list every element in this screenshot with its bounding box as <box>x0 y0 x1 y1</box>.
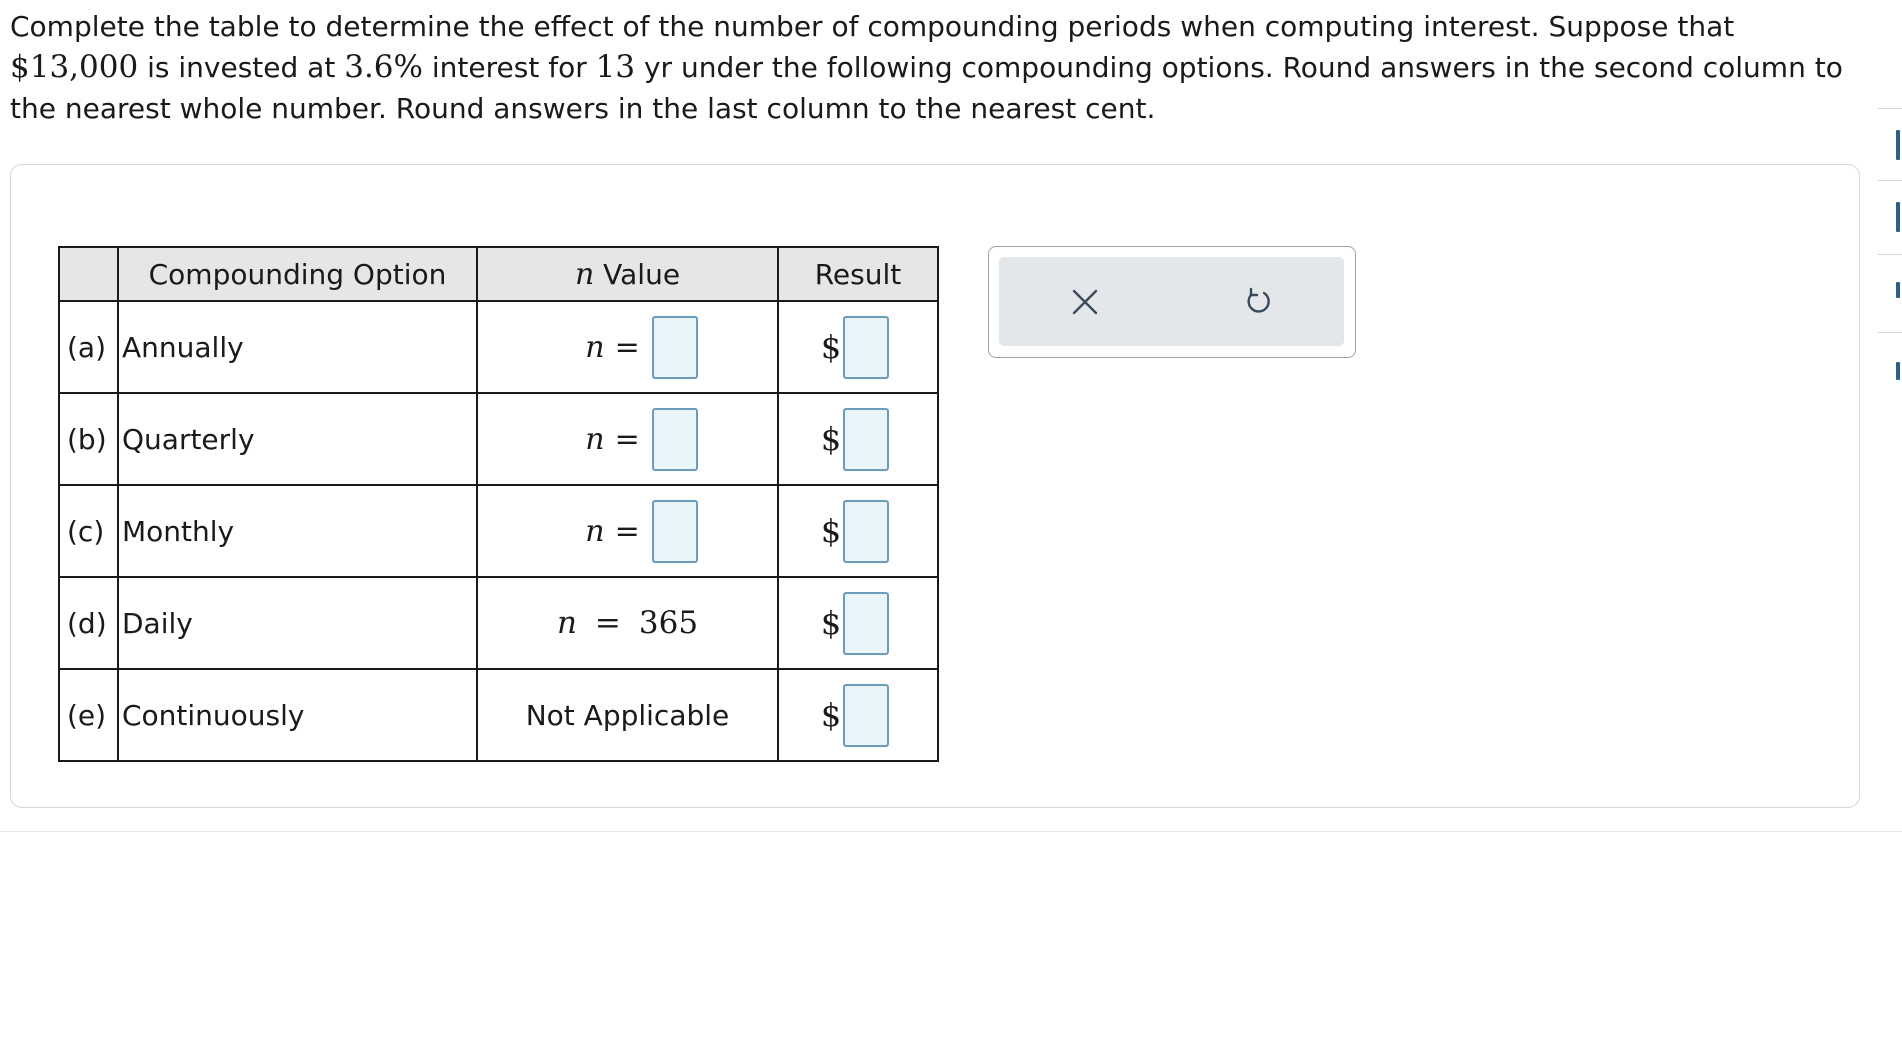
interest-rate: 3.6% <box>344 49 423 85</box>
table-row <box>59 669 938 761</box>
right-side-toolbar <box>1878 30 1902 420</box>
dollar-sign: $ <box>820 328 842 366</box>
undo-icon <box>1242 286 1274 318</box>
question-text: Complete the table to determine the effect of the number of compounding periods when computing interest. Suppose that $13,000 is invested at 3.6% interest for 13 yr under the following compounding options. Round answers in the second column to the nearest whole number. Round answers in the last column to the nearest cent. <box>10 10 1843 125</box>
side-tool-button[interactable] <box>1896 362 1900 380</box>
result-cell <box>778 301 938 393</box>
side-divider <box>1878 254 1902 255</box>
row-option: Daily <box>118 577 477 669</box>
row-option: Annually <box>118 301 477 393</box>
undo-button[interactable] <box>1228 272 1288 332</box>
result-input-continuously[interactable] <box>843 684 889 747</box>
result-input-daily[interactable] <box>843 592 889 655</box>
table-row <box>59 393 938 485</box>
side-tool-button[interactable] <box>1896 202 1900 232</box>
row-option: Quarterly <box>118 393 477 485</box>
table-row <box>59 301 938 393</box>
n-value-daily: n = 365 <box>556 605 699 641</box>
header-blank-cell <box>59 247 118 301</box>
table-row <box>59 485 938 577</box>
header-result: Result <box>778 247 938 301</box>
n-value-input-monthly[interactable] <box>652 500 698 563</box>
dollar-sign: $ <box>820 420 842 458</box>
row-letter: (a) <box>59 301 118 393</box>
result-cell <box>778 669 938 761</box>
result-cell <box>778 393 938 485</box>
dollar-sign: $ <box>820 604 842 642</box>
header-n-value: n Value <box>477 247 778 301</box>
row-letter: (e) <box>59 669 118 761</box>
n-value-input-quarterly[interactable] <box>652 408 698 471</box>
principal-amount: $13,000 <box>10 49 139 85</box>
side-divider <box>1878 332 1902 333</box>
result-input-quarterly[interactable] <box>843 408 889 471</box>
row-letter: (c) <box>59 485 118 577</box>
answer-tools <box>988 246 1356 358</box>
dollar-sign: $ <box>820 696 842 734</box>
result-cell <box>778 577 938 669</box>
table-header-row <box>59 247 938 301</box>
n-value-cell <box>477 577 778 669</box>
dollar-sign: $ <box>820 512 842 550</box>
n-value-cell: n = <box>477 301 778 393</box>
side-divider <box>1878 180 1902 181</box>
side-divider <box>1878 108 1902 109</box>
row-letter: (d) <box>59 577 118 669</box>
answer-tools-bar <box>999 257 1344 346</box>
side-tool-button[interactable] <box>1896 282 1900 298</box>
bottom-divider <box>0 831 1902 832</box>
header-compounding-option: Compounding Option <box>118 247 477 301</box>
clear-button[interactable] <box>1055 272 1115 332</box>
compounding-table <box>58 246 939 762</box>
row-option: Continuously <box>118 669 477 761</box>
n-value-input-annually[interactable] <box>652 316 698 379</box>
compounding-table-container <box>58 246 939 762</box>
result-input-monthly[interactable] <box>843 500 889 563</box>
row-letter: (b) <box>59 393 118 485</box>
side-tool-button[interactable] <box>1896 130 1900 160</box>
table-row <box>59 577 938 669</box>
n-not-applicable: Not Applicable <box>525 698 730 732</box>
n-value-cell: n = <box>477 485 778 577</box>
close-icon <box>1070 287 1100 317</box>
result-input-annually[interactable] <box>843 316 889 379</box>
term-years: 13 <box>595 49 636 85</box>
row-option: Monthly <box>118 485 477 577</box>
n-value-cell: n = <box>477 393 778 485</box>
n-value-cell <box>477 669 778 761</box>
result-cell <box>778 485 938 577</box>
